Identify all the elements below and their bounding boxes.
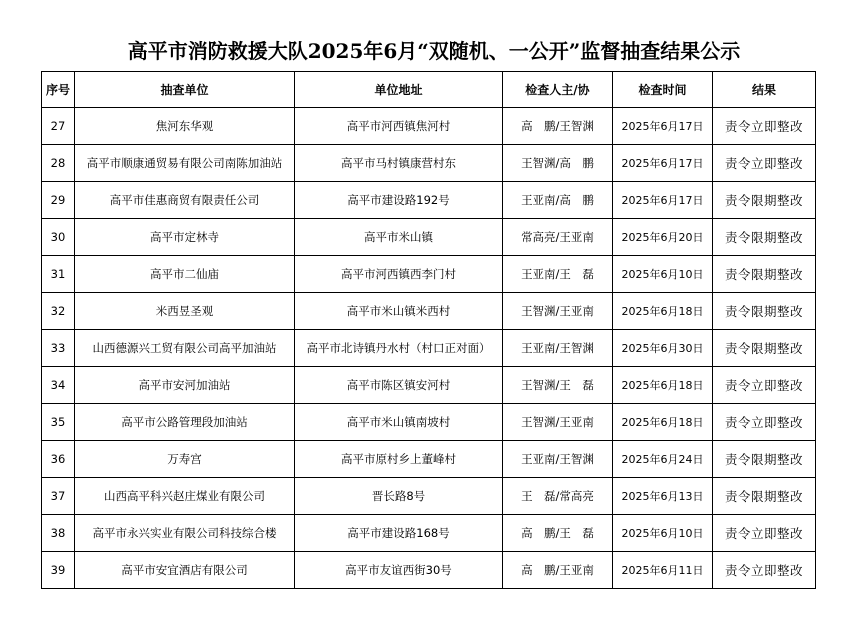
cell-unit: 高平市安宜酒店有限公司	[75, 552, 295, 589]
cell-result: 责令限期整改	[713, 219, 816, 256]
cell-inspectors: 常高亮/王亚南	[503, 219, 613, 256]
table-row	[42, 293, 816, 330]
cell-index: 39	[42, 552, 75, 589]
table-row	[42, 145, 816, 182]
cell-inspectors: 王智渊/王亚南	[503, 404, 613, 441]
cell-result: 责令立即整改	[713, 145, 816, 182]
cell-index: 38	[42, 515, 75, 552]
header-index: 序号	[42, 72, 75, 108]
cell-result: 责令立即整改	[713, 404, 816, 441]
cell-inspectors: 王亚南/王 磊	[503, 256, 613, 293]
cell-unit: 高平市佳惠商贸有限责任公司	[75, 182, 295, 219]
cell-address: 高平市北诗镇丹水村（村口正对面）	[295, 330, 503, 367]
table-row	[42, 219, 816, 256]
cell-address: 高平市原村乡上董峰村	[295, 441, 503, 478]
cell-index: 28	[42, 145, 75, 182]
cell-address: 高平市米山镇南坡村	[295, 404, 503, 441]
cell-date: 2025年6月17日	[613, 182, 713, 219]
cell-inspectors: 高 鹏/王亚南	[503, 552, 613, 589]
header-address: 单位地址	[295, 72, 503, 108]
table-row	[42, 515, 816, 552]
cell-unit: 万寿宫	[75, 441, 295, 478]
header-date: 检查时间	[613, 72, 713, 108]
cell-result: 责令立即整改	[713, 367, 816, 404]
table-row	[42, 367, 816, 404]
cell-unit: 高平市公路管理段加油站	[75, 404, 295, 441]
cell-date: 2025年6月10日	[613, 256, 713, 293]
cell-inspectors: 王智渊/王亚南	[503, 293, 613, 330]
cell-inspectors: 高 鹏/王 磊	[503, 515, 613, 552]
header-unit: 抽查单位	[75, 72, 295, 108]
page-title: 高平市消防救援大队2025年6月“双随机、一公开”监督抽查结果公示	[127, 39, 741, 63]
table-row	[42, 182, 816, 219]
cell-date: 2025年6月17日	[613, 108, 713, 145]
header-inspectors: 检查人主/协	[503, 72, 613, 108]
cell-date: 2025年6月10日	[613, 515, 713, 552]
cell-address: 高平市建设路168号	[295, 515, 503, 552]
table-body	[42, 108, 816, 589]
cell-result: 责令限期整改	[713, 256, 816, 293]
cell-date: 2025年6月18日	[613, 404, 713, 441]
table-row	[42, 256, 816, 293]
table-row	[42, 441, 816, 478]
cell-address: 高平市马村镇康营村东	[295, 145, 503, 182]
cell-date: 2025年6月18日	[613, 293, 713, 330]
cell-unit: 高平市安河加油站	[75, 367, 295, 404]
cell-unit: 高平市顺康通贸易有限公司南陈加油站	[75, 145, 295, 182]
cell-address: 高平市友谊西街30号	[295, 552, 503, 589]
cell-inspectors: 高 鹏/王智渊	[503, 108, 613, 145]
header-row	[42, 72, 816, 108]
cell-unit: 高平市二仙庙	[75, 256, 295, 293]
cell-index: 35	[42, 404, 75, 441]
cell-address: 高平市建设路192号	[295, 182, 503, 219]
cell-unit: 焦河东华观	[75, 108, 295, 145]
cell-result: 责令限期整改	[713, 441, 816, 478]
cell-result: 责令立即整改	[713, 515, 816, 552]
cell-unit: 山西德源兴工贸有限公司高平加油站	[75, 330, 295, 367]
cell-result: 责令立即整改	[713, 552, 816, 589]
cell-unit: 米西昱圣观	[75, 293, 295, 330]
cell-index: 32	[42, 293, 75, 330]
cell-index: 27	[42, 108, 75, 145]
cell-result: 责令立即整改	[713, 108, 816, 145]
cell-address: 高平市陈区镇安河村	[295, 367, 503, 404]
cell-result: 责令限期整改	[713, 478, 816, 515]
cell-inspectors: 王亚南/王智渊	[503, 441, 613, 478]
cell-date: 2025年6月24日	[613, 441, 713, 478]
cell-address: 晋长路8号	[295, 478, 503, 515]
table-row	[42, 108, 816, 145]
cell-date: 2025年6月11日	[613, 552, 713, 589]
table-row	[42, 330, 816, 367]
cell-index: 34	[42, 367, 75, 404]
cell-result: 责令限期整改	[713, 330, 816, 367]
cell-result: 责令限期整改	[713, 293, 816, 330]
cell-index: 33	[42, 330, 75, 367]
cell-address: 高平市河西镇西李门村	[295, 256, 503, 293]
cell-unit: 山西高平科兴赵庄煤业有限公司	[75, 478, 295, 515]
table-row	[42, 404, 816, 441]
table-header	[42, 72, 816, 108]
cell-inspectors: 王亚南/王智渊	[503, 330, 613, 367]
cell-address: 高平市米山镇	[295, 219, 503, 256]
cell-index: 30	[42, 219, 75, 256]
cell-index: 31	[42, 256, 75, 293]
cell-date: 2025年6月30日	[613, 330, 713, 367]
cell-date: 2025年6月20日	[613, 219, 713, 256]
cell-inspectors: 王智渊/王 磊	[503, 367, 613, 404]
cell-unit: 高平市定林寺	[75, 219, 295, 256]
cell-date: 2025年6月18日	[613, 367, 713, 404]
cell-date: 2025年6月13日	[613, 478, 713, 515]
header-result: 结果	[713, 72, 816, 108]
cell-date: 2025年6月17日	[613, 145, 713, 182]
table-row	[42, 478, 816, 515]
cell-index: 36	[42, 441, 75, 478]
cell-unit: 高平市永兴实业有限公司科技综合楼	[75, 515, 295, 552]
cell-result: 责令限期整改	[713, 182, 816, 219]
cell-inspectors: 王 磊/常高亮	[503, 478, 613, 515]
table-row	[42, 552, 816, 589]
cell-index: 37	[42, 478, 75, 515]
cell-address: 高平市米山镇米西村	[295, 293, 503, 330]
cell-inspectors: 王亚南/高 鹏	[503, 182, 613, 219]
results-table	[41, 71, 816, 589]
cell-index: 29	[42, 182, 75, 219]
cell-inspectors: 王智渊/高 鹏	[503, 145, 613, 182]
cell-address: 高平市河西镇焦河村	[295, 108, 503, 145]
